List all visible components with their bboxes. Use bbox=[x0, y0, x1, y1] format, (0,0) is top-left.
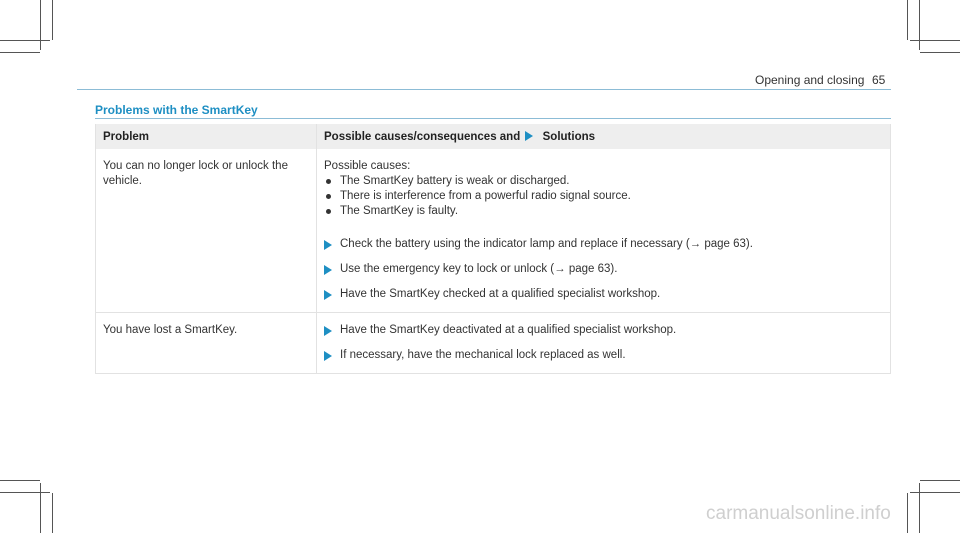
step-text: Check the battery using the indicator lamp and replace if necessary (→ page 63). bbox=[340, 238, 753, 250]
watermark: carmanualsonline.info bbox=[706, 503, 891, 524]
solution-cell bbox=[317, 313, 891, 374]
solution-step bbox=[324, 262, 884, 277]
crop-mark bbox=[919, 483, 920, 533]
column-header-solutions-suffix: Solutions bbox=[542, 130, 596, 143]
bullet-icon bbox=[326, 209, 331, 214]
running-header: Opening and closing bbox=[755, 73, 865, 87]
problems-table bbox=[95, 124, 891, 374]
solution-step bbox=[324, 323, 884, 338]
column-header-solutions-prefix: Possible causes/consequences and bbox=[324, 130, 521, 143]
header-divider bbox=[77, 89, 891, 90]
bullet-icon bbox=[326, 179, 331, 184]
problem-cell: You can no longer lock or unlock the vehicle. bbox=[96, 149, 317, 313]
crop-mark bbox=[40, 483, 41, 533]
cause-text: The SmartKey battery is weak or discharged. bbox=[340, 175, 570, 187]
problem-cell: You have lost a SmartKey. bbox=[96, 313, 317, 374]
crop-mark bbox=[0, 52, 40, 53]
crop-mark bbox=[919, 0, 920, 50]
step-text: Have the SmartKey deactivated at a qualified specialist workshop. bbox=[340, 324, 677, 336]
list-item bbox=[324, 204, 884, 219]
arrow-right-icon bbox=[324, 290, 332, 300]
arrow-right-icon bbox=[324, 240, 332, 250]
bullet-icon bbox=[326, 194, 331, 199]
cause-text: The SmartKey is faulty. bbox=[340, 205, 459, 217]
cause-text: There is interference from a powerful radio signal source. bbox=[340, 190, 631, 202]
page-number: 65 bbox=[872, 73, 886, 87]
section-title: Problems with the SmartKey bbox=[95, 103, 258, 117]
arrow-right-icon bbox=[324, 265, 332, 275]
solution-step bbox=[324, 287, 884, 302]
crop-mark bbox=[907, 0, 908, 40]
crop-mark bbox=[52, 0, 53, 40]
crop-mark bbox=[907, 493, 908, 533]
table-row bbox=[96, 313, 891, 374]
causes-label: Possible causes: bbox=[324, 160, 411, 172]
crop-mark bbox=[0, 40, 50, 41]
crop-mark bbox=[920, 52, 960, 53]
crop-mark bbox=[40, 0, 41, 50]
crop-mark bbox=[0, 492, 50, 493]
arrow-right-icon bbox=[324, 326, 332, 336]
crop-mark bbox=[52, 493, 53, 533]
crop-mark bbox=[0, 480, 40, 481]
spacer bbox=[324, 219, 884, 227]
solution-cell bbox=[317, 149, 891, 313]
column-header-solutions bbox=[317, 124, 891, 149]
step-text: If necessary, have the mechanical lock replaced as well. bbox=[340, 349, 626, 361]
solution-step bbox=[324, 348, 884, 363]
step-text: Use the emergency key to lock or unlock (→ page 63). bbox=[340, 263, 618, 275]
section-divider bbox=[95, 118, 891, 119]
list-item bbox=[324, 189, 884, 204]
crop-mark bbox=[910, 40, 960, 41]
arrow-right-icon bbox=[324, 351, 332, 361]
list-item bbox=[324, 174, 884, 189]
causes-list bbox=[324, 174, 884, 219]
column-header-problem: Problem bbox=[96, 124, 317, 149]
arrow-right-icon bbox=[525, 131, 533, 141]
crop-mark bbox=[910, 492, 960, 493]
table-row bbox=[96, 149, 891, 313]
solution-step bbox=[324, 237, 884, 252]
crop-mark bbox=[920, 480, 960, 481]
step-text: Have the SmartKey checked at a qualified specialist workshop. bbox=[340, 288, 661, 300]
table-header-row bbox=[96, 124, 891, 149]
